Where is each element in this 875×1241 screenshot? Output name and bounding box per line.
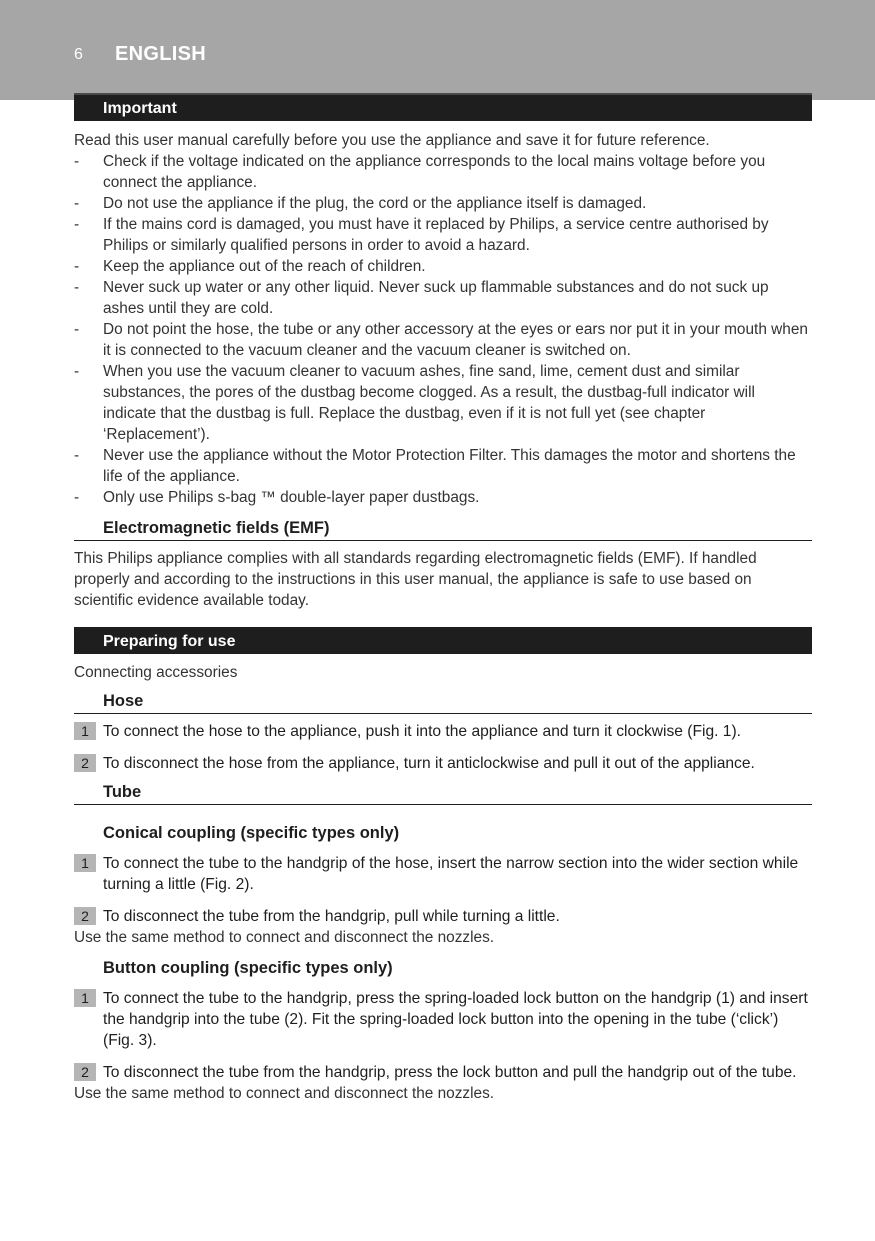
page-number: 6 (74, 46, 83, 63)
step-number: 2 (74, 907, 96, 925)
page-content (74, 93, 812, 1104)
step-number: 2 (74, 1063, 96, 1081)
emf-text: This Philips appliance complies with all standards regarding electromagnetic fields (EMF). If handled properly and according to the instructions in this user manual, the appliance is safe to use based on scientific evidence available today. (74, 550, 757, 609)
step-text: To disconnect the tube from the handgrip, press the lock button and pull the handgrip out of the tube. (103, 1064, 797, 1081)
conical-heading: Conical coupling (specific types only) (103, 824, 400, 842)
conical-step-1 (74, 853, 812, 895)
emf-heading: Electromagnetic fields (EMF) (74, 517, 812, 541)
list-item: - Do not use the appliance if the plug, the cord or the appliance itself is damaged. (74, 195, 647, 212)
step-number: 1 (74, 989, 96, 1007)
step-number: 2 (74, 754, 96, 772)
list-item: - When you use the vacuum cleaner to vacuum ashes, fine sand, lime, cement dust and similar substances, the pores of the dustbag become clogged. As a result, the dustbag-full indicator will indicate that the dustbag is full. Replace the dustbag, even if it is not full yet (see chapter ‘Replacement’). (74, 363, 755, 443)
list-item: - Check if the voltage indicated on the appliance corresponds to the local mains voltage before you connect the appliance. (74, 153, 766, 191)
button-step-1 (74, 988, 812, 1051)
list-item: - Do not point the hose, the tube or any other accessory at the eyes or ears nor put it in your mouth when it is connected to the vacuum cleaner and the vacuum cleaner is switched on. (74, 321, 808, 359)
step-text: To connect the tube to the handgrip of the hose, insert the narrow section into the wider section while turning a little (Fig. 2). (103, 855, 799, 893)
hose-step-1 (74, 721, 812, 742)
hose-heading: Hose (74, 690, 812, 714)
hose-step-2 (74, 753, 812, 774)
step-text: To connect the hose to the appliance, push it into the appliance and turn it clockwise (Fig. 1). (103, 723, 741, 740)
button-coupling-heading: Button coupling (specific types only) (103, 959, 393, 977)
conical-step-2 (74, 906, 812, 927)
important-list (74, 151, 812, 508)
list-item: - Never use the appliance without the Motor Protection Filter. This damages the motor and shortens the life of the appliance. (74, 447, 796, 485)
button-step-2 (74, 1062, 812, 1083)
tube-heading: Tube (74, 781, 812, 805)
conical-note: Use the same method to connect and disconnect the nozzles. (74, 929, 495, 946)
step-number: 1 (74, 854, 96, 872)
step-text: To disconnect the tube from the handgrip, pull while turning a little. (103, 908, 560, 925)
page-header (0, 0, 875, 100)
step-number: 1 (74, 722, 96, 740)
preparing-intro: Connecting accessories (74, 664, 238, 681)
list-item: - Never suck up water or any other liquid. Never suck up flammable substances and do not suck up ashes until they are cold. (74, 279, 769, 317)
language-title: ENGLISH (115, 43, 206, 65)
step-text: To connect the tube to the handgrip, press the spring-loaded lock button on the handgrip (1) and insert the handgrip into the tube (2). Fit the spring-loaded lock button into the opening in the tube (‘click’) (Fig. 3). (103, 990, 808, 1049)
important-heading: Important (74, 93, 812, 121)
list-item: - Only use Philips s-bag ™ double-layer paper dustbags. (74, 489, 480, 506)
button-note: Use the same method to connect and disconnect the nozzles. (74, 1085, 495, 1102)
list-item: - If the mains cord is damaged, you must have it replaced by Philips, a service centre authorised by Philips or similarly qualified persons in order to avoid a hazard. (74, 216, 769, 254)
list-item: - Keep the appliance out of the reach of children. (74, 258, 426, 275)
important-intro: Read this user manual carefully before you use the appliance and save it for future reference. (74, 132, 710, 149)
step-text: To disconnect the hose from the appliance, turn it anticlockwise and pull it out of the appliance. (103, 755, 755, 772)
preparing-heading: Preparing for use (74, 627, 812, 654)
